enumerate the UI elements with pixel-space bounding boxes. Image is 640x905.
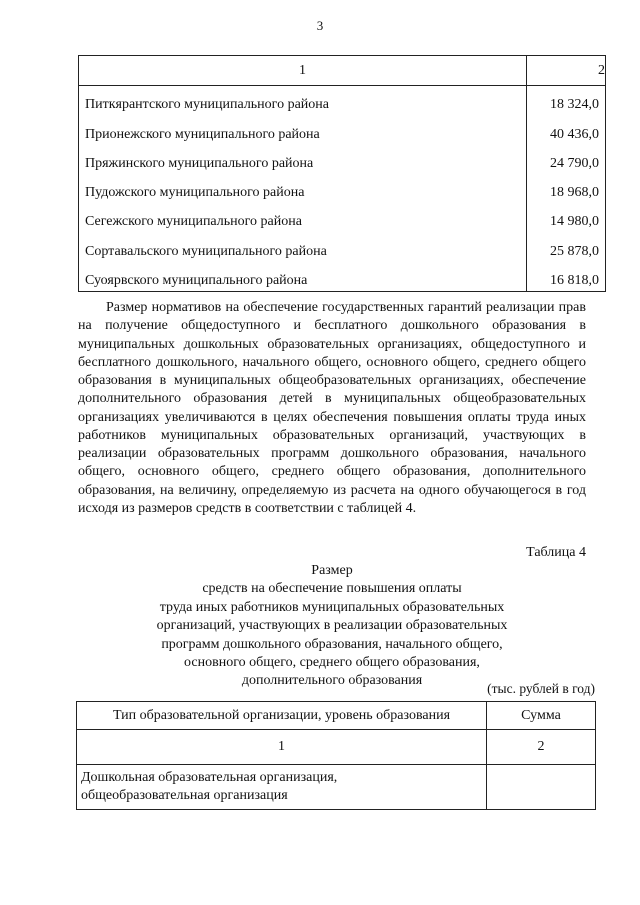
- caption-line: программ дошкольного образования, начального общего,: [161, 636, 503, 652]
- table-caption: [78, 562, 586, 691]
- table-row: [79, 86, 606, 116]
- table-row: [79, 145, 606, 174]
- column-number-2: 2: [487, 730, 596, 765]
- org-type-line: общеобразовательная организация: [81, 788, 288, 803]
- table-row: [77, 765, 596, 810]
- table-row: [79, 232, 606, 261]
- district-name: Питкярантского муниципального района: [79, 86, 527, 116]
- caption-line: организаций, участвующих в реализации образовательных: [156, 618, 508, 634]
- districts-table: [78, 55, 606, 292]
- funding-table: [76, 701, 596, 810]
- district-name: Пряжинского муниципального района: [79, 145, 527, 174]
- district-value: 18 324,0: [527, 86, 606, 116]
- table-row: [79, 203, 606, 232]
- caption-line: средств на обеспечение повышения оплаты: [202, 581, 462, 597]
- table-row: [79, 174, 606, 203]
- table-header-row: [79, 56, 606, 86]
- caption-line: основного общего, среднего общего образования,: [184, 655, 480, 671]
- column-number-1: 1: [77, 730, 487, 765]
- table-header-row: [77, 702, 596, 730]
- table-row: [79, 262, 606, 292]
- units-note: (тыс. рублей в год): [487, 681, 595, 696]
- page-number: 3: [316, 18, 324, 33]
- caption-title: Размер: [311, 563, 353, 578]
- table-label: Таблица 4: [526, 545, 586, 560]
- caption-line: дополнительного образования: [241, 673, 423, 689]
- district-name: Сортавальского муниципального района: [79, 232, 527, 261]
- district-value: 40 436,0: [527, 115, 606, 144]
- header-sum: Сумма: [487, 702, 596, 730]
- district-value: 18 968,0: [527, 174, 606, 203]
- org-type-line: Дошкольная образовательная организация,: [81, 770, 338, 785]
- table-row: [79, 115, 606, 144]
- district-name: Сегежского муниципального района: [79, 203, 527, 232]
- sum-cell: [487, 765, 596, 810]
- org-type-cell: [77, 765, 487, 810]
- column-numbers-row: [77, 730, 596, 765]
- district-name: Прионежского муниципального района: [79, 115, 527, 144]
- district-value: 14 980,0: [527, 203, 606, 232]
- column-number-2: 2: [527, 56, 606, 86]
- district-value: 24 790,0: [527, 145, 606, 174]
- district-name: Пудожского муниципального района: [79, 174, 527, 203]
- district-name: Суоярвского муниципального района: [79, 262, 527, 292]
- caption-line: труда иных работников муниципальных образовательных: [159, 599, 505, 615]
- column-number-1: 1: [79, 56, 527, 86]
- district-value: 25 878,0: [527, 232, 606, 261]
- district-value: 16 818,0: [527, 262, 606, 292]
- body-paragraph: Размер нормативов на обеспечение государственных гарантий реализации прав на получение общедоступного и бесплатного дошкольного образования в муниципальных дошкольных образовательных организациях, общедоступного и бесплатного дошкольного, начального общего, основного общего, среднего общего образования в муниципальных общеобразовательных организациях, обеспечение дополнительного образования детей в муниципальных общеобразовательных организациях увеличиваются в целях обеспечения повышения оплаты труда иных работников муниципальных образовательных организаций, участвующих в реализации образовательных программ дошкольного образования, начального общего, основного общего, среднего общего образования, дополнительного образования, на величину, определяемую из расчета на одного обучающегося в год исходя из размеров средств в соответствии с таблицей 4.: [78, 300, 586, 516]
- header-org-type: Тип образовательной организации, уровень образования: [77, 702, 487, 730]
